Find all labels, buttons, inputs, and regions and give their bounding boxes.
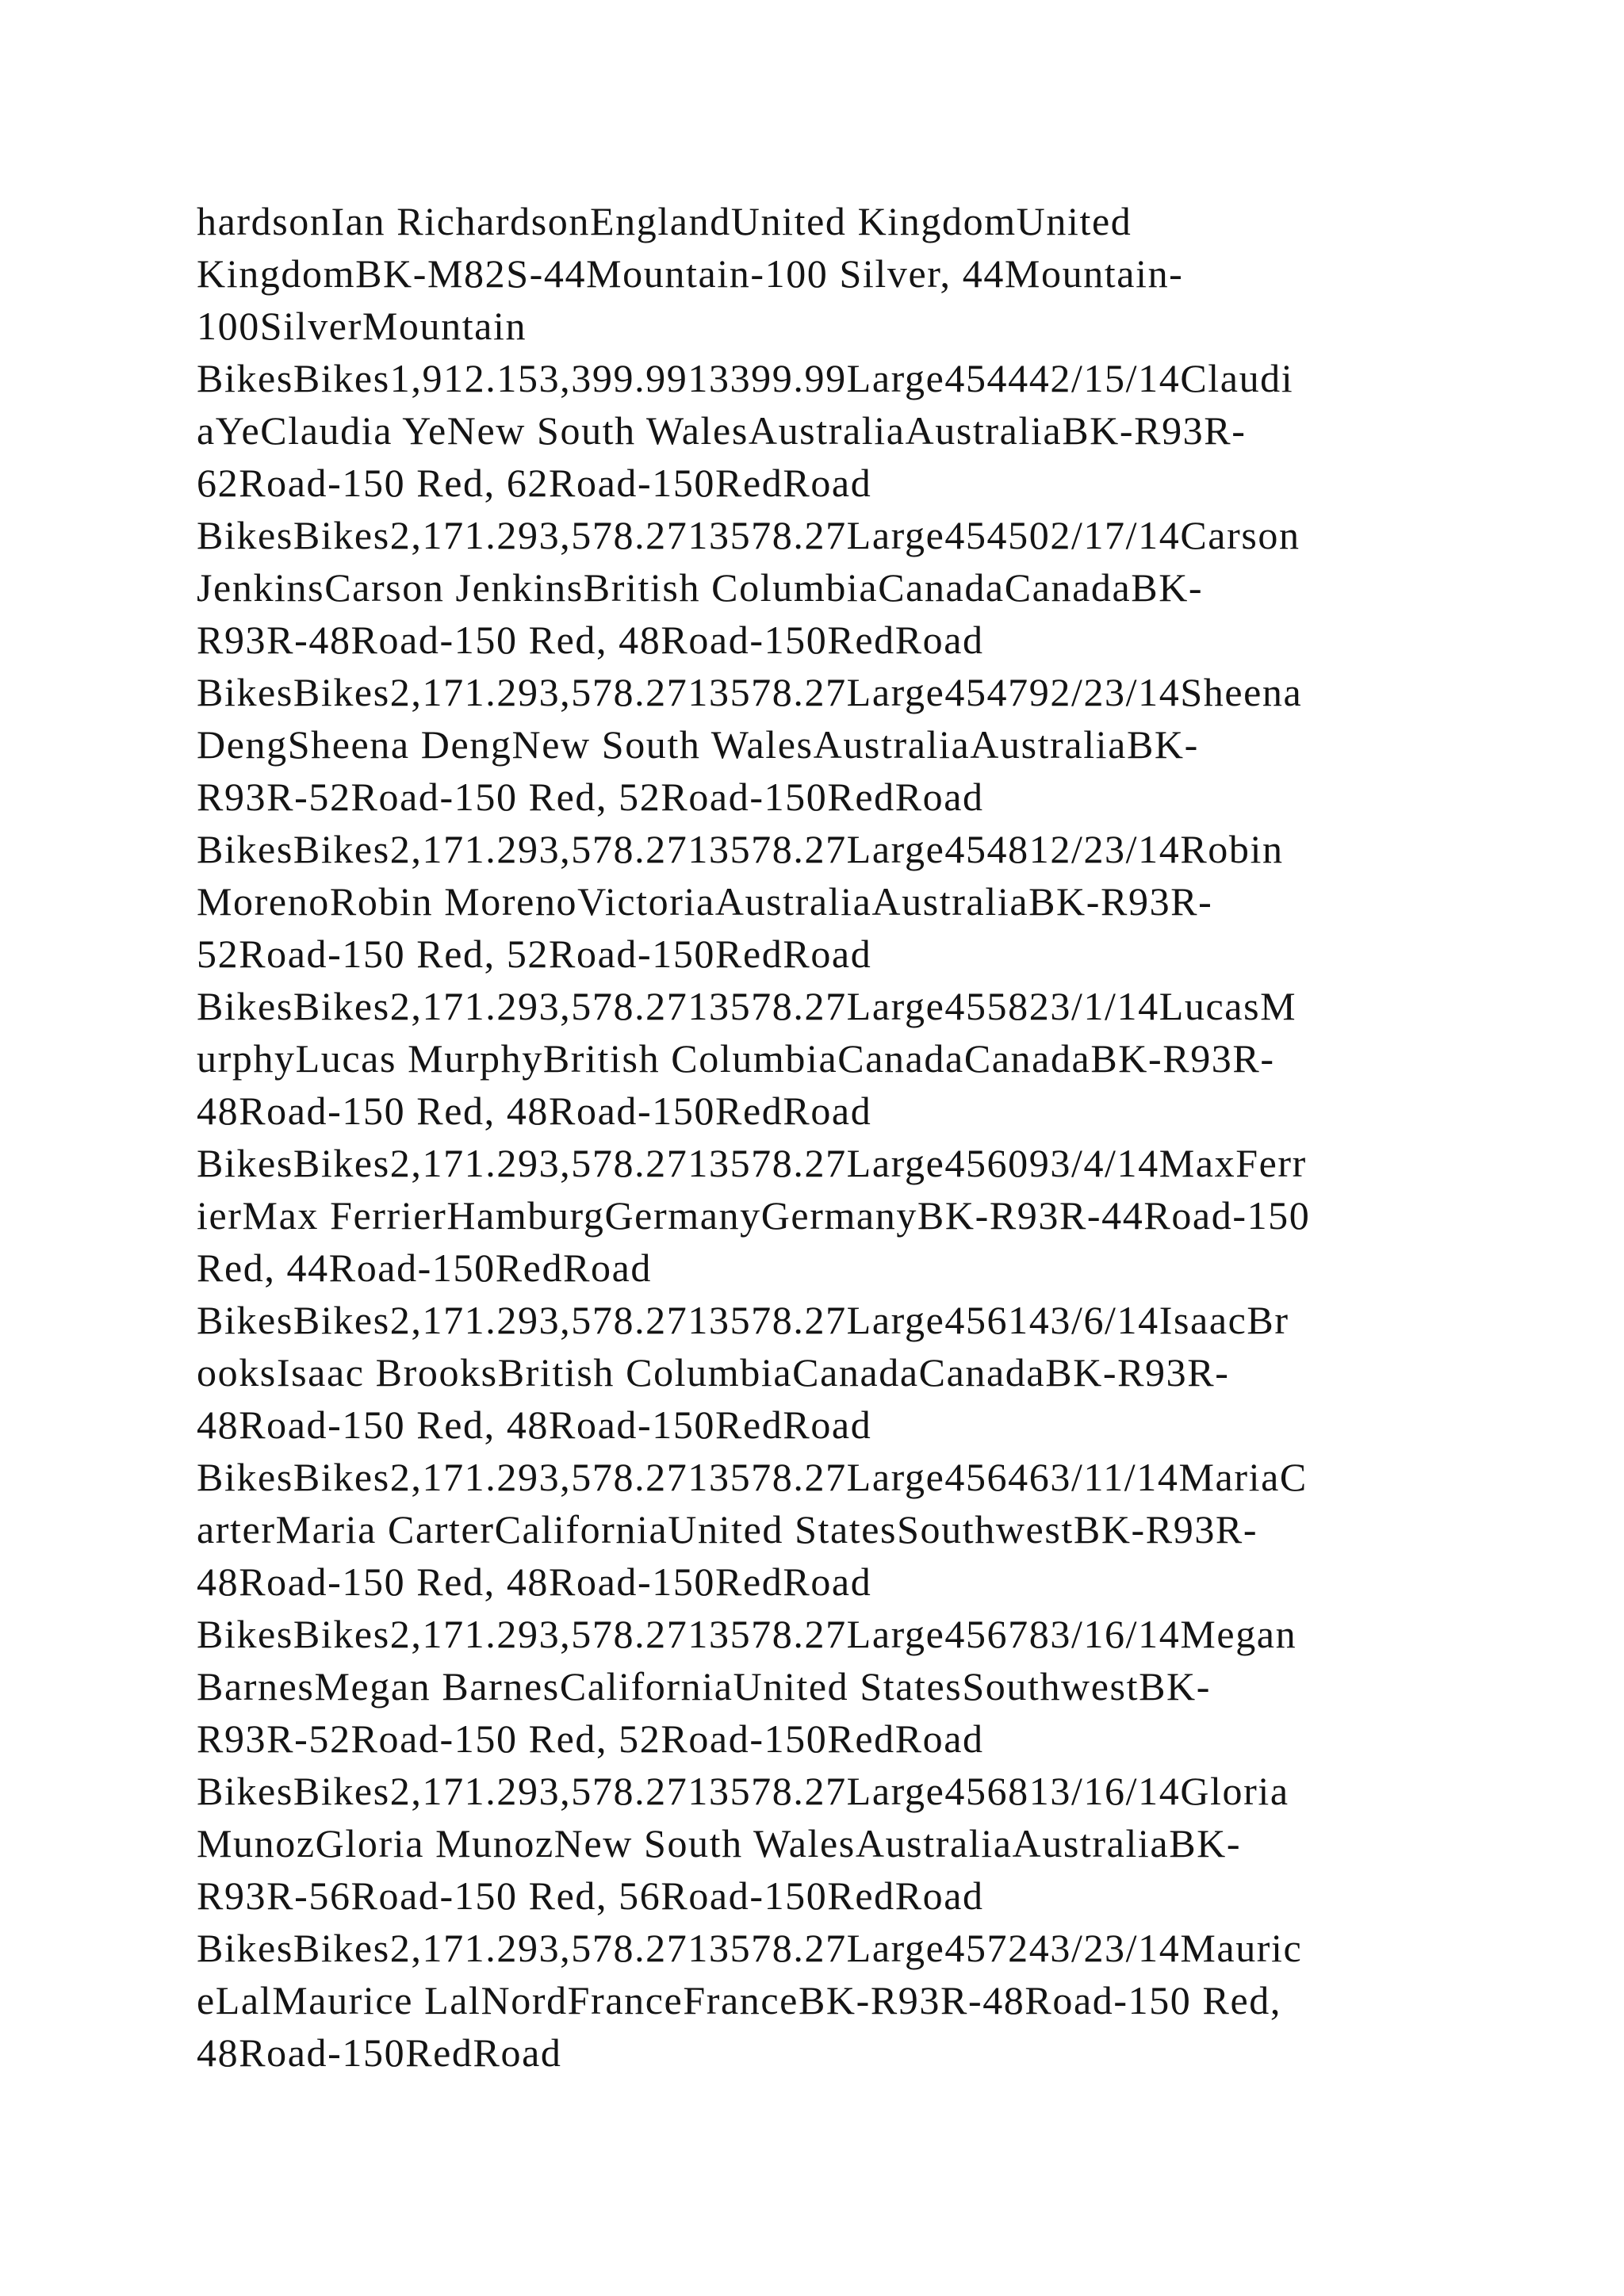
text-line: BikesBikes2,171.293,578.2713578.27Large454502/17/14Carson	[197, 513, 1300, 557]
text-line: hardsonIan RichardsonEnglandUnited KingdomUnited	[197, 199, 1132, 243]
text-line: MunozGloria MunozNew South WalesAustraliaAustraliaBK-	[197, 1821, 1242, 1866]
text-line: ierMax FerrierHamburgGermanyGermanyBK-R93R-44Road-150	[197, 1193, 1311, 1238]
text-line: Red, 44Road-150RedRoad	[197, 1246, 653, 1290]
text-line: urphyLucas MurphyBritish ColumbiaCanadaCanadaBK-R93R-	[197, 1036, 1275, 1081]
text-line: BikesBikes1,912.153,399.9913399.99Large454442/15/14Claudi	[197, 356, 1294, 400]
text-line: MorenoRobin MorenoVictoriaAustraliaAustraliaBK-R93R-	[197, 879, 1213, 924]
text-line: R93R-52Road-150 Red, 52Road-150RedRoad	[197, 775, 984, 819]
text-line: 48Road-150 Red, 48Road-150RedRoad	[197, 1089, 872, 1133]
text-line: BikesBikes2,171.293,578.2713578.27Large454812/23/14Robin	[197, 827, 1284, 871]
text-line: eLalMaurice LalNordFranceFranceBK-R93R-48Road-150 Red,	[197, 1978, 1281, 2022]
text-line: R93R-52Road-150 Red, 52Road-150RedRoad	[197, 1716, 984, 1761]
text-line: BikesBikes2,171.293,578.2713578.27Large456093/4/14MaxFerr	[197, 1141, 1307, 1185]
text-line: R93R-48Road-150 Red, 48Road-150RedRoad	[197, 618, 984, 662]
text-line: BikesBikes2,171.293,578.2713578.27Large456463/11/14MariaC	[197, 1455, 1308, 1499]
text-line: 48Road-150RedRoad	[197, 2030, 562, 2075]
text-line: ooksIsaac BrooksBritish ColumbiaCanadaCanadaBK-R93R-	[197, 1350, 1230, 1395]
text-line: BikesBikes2,171.293,578.2713578.27Large456143/6/14IsaacBr	[197, 1298, 1289, 1342]
document-text	[197, 195, 1450, 2079]
text-line: 100SilverMountain	[197, 304, 527, 348]
text-line: aYeClaudia YeNew South WalesAustraliaAustraliaBK-R93R-	[197, 408, 1247, 453]
text-line: 48Road-150 Red, 48Road-150RedRoad	[197, 1559, 872, 1604]
text-line: BarnesMegan BarnesCaliforniaUnited StatesSouthwestBK-	[197, 1664, 1212, 1709]
text-line: R93R-56Road-150 Red, 56Road-150RedRoad	[197, 1873, 984, 1918]
text-line: 52Road-150 Red, 52Road-150RedRoad	[197, 932, 872, 976]
text-line: BikesBikes2,171.293,578.2713578.27Large455823/1/14LucasM	[197, 984, 1297, 1028]
text-line: BikesBikes2,171.293,578.2713578.27Large457243/23/14Mauric	[197, 1926, 1303, 1970]
text-line: KingdomBK-M82S-44Mountain-100 Silver, 44Mountain-	[197, 251, 1184, 296]
text-line: BikesBikes2,171.293,578.2713578.27Large456783/16/14Megan	[197, 1612, 1297, 1656]
text-line: 48Road-150 Red, 48Road-150RedRoad	[197, 1402, 872, 1447]
text-line: DengSheena DengNew South WalesAustraliaAustraliaBK-	[197, 722, 1199, 767]
text-line: BikesBikes2,171.293,578.2713578.27Large454792/23/14Sheena	[197, 670, 1303, 714]
text-line: BikesBikes2,171.293,578.2713578.27Large456813/16/14Gloria	[197, 1769, 1289, 1813]
text-line: 62Road-150 Red, 62Road-150RedRoad	[197, 461, 872, 505]
text-line: JenkinsCarson JenkinsBritish ColumbiaCanadaCanadaBK-	[197, 565, 1204, 610]
text-line: arterMaria CarterCaliforniaUnited StatesSouthwestBK-R93R-	[197, 1507, 1258, 1552]
